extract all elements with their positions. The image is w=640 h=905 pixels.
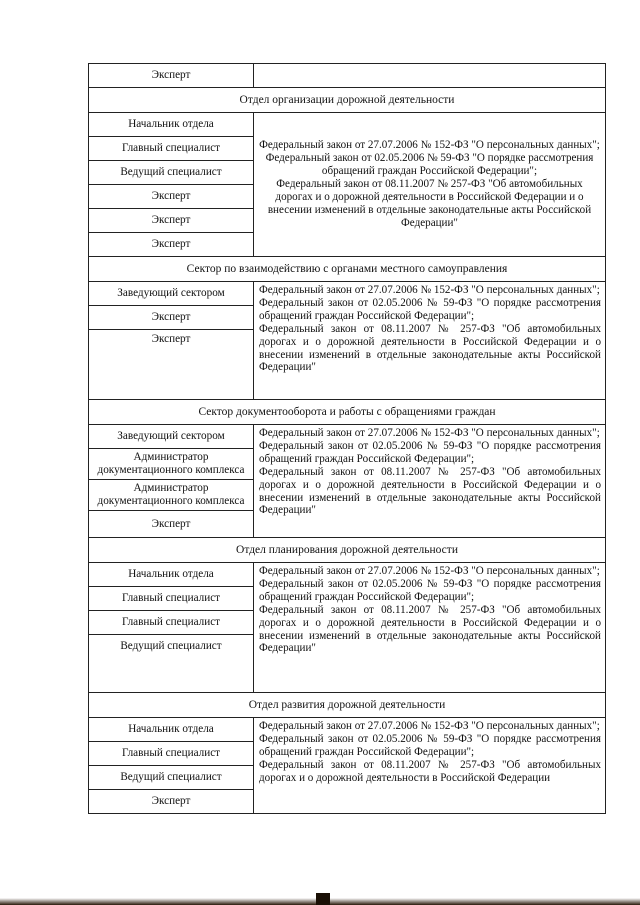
section-title: Отдел организации дорожной деятельности <box>89 88 606 113</box>
position-cell: Главный специалист <box>89 611 254 635</box>
position-cell: Главный специалист <box>89 587 254 611</box>
law-cell <box>254 282 606 400</box>
table-row <box>89 282 606 306</box>
position-cell: Администратор документационного комплекса <box>89 480 254 511</box>
position-cell: Заведующий сектором <box>89 425 254 449</box>
table-row <box>89 425 606 449</box>
position-cell: Эксперт <box>89 185 254 209</box>
position-cell: Эксперт <box>89 790 254 814</box>
position-cell: Эксперт <box>89 64 254 88</box>
law-cell <box>254 425 606 538</box>
law-text: Федеральный закон от 27.07.2006 № 152-ФЗ "О персональных данных"; <box>259 284 600 296</box>
position-cell: Эксперт <box>89 330 254 400</box>
law-cell <box>254 563 606 693</box>
position-cell: Главный специалист <box>89 137 254 161</box>
position-cell: Администратор документационного комплекса <box>89 449 254 480</box>
position-cell: Эксперт <box>89 233 254 257</box>
law-text: Федеральный закон от 08.11.2007 № 257-ФЗ "Об автомобильных дорогах и о дорожной деятельности в Российской Федерации и о внесении изменений в отдельные законодательные акты Российской Федерации" <box>259 465 601 517</box>
position-cell: Ведущий специалист <box>89 161 254 185</box>
position-cell: Эксперт <box>89 209 254 233</box>
table-row <box>89 64 606 88</box>
section-header-row <box>89 88 606 113</box>
section-header-row <box>89 538 606 563</box>
section-title: Отдел развития дорожной деятельности <box>89 693 606 718</box>
position-cell: Начальник отдела <box>89 113 254 137</box>
law-text: Федеральный закон от 27.07.2006 № 152-ФЗ "О персональных данных"; <box>259 139 600 151</box>
table-row <box>89 563 606 587</box>
position-cell: Ведущий специалист <box>89 766 254 790</box>
scan-edge-mark <box>316 893 330 905</box>
law-text: Федеральный закон от 27.07.2006 № 152-ФЗ "О персональных данных"; <box>259 565 600 577</box>
law-cell-empty <box>254 64 606 88</box>
section-title: Сектор по взаимодействию с органами местного самоуправления <box>89 257 606 282</box>
positions-table <box>88 63 606 814</box>
section-title: Отдел планирования дорожной деятельности <box>89 538 606 563</box>
law-text: Федеральный закон от 02.05.2006 № 59-ФЗ "О порядке рассмотрения обращений граждан Российской Федерации"; <box>259 577 601 603</box>
law-text: Федеральный закон от 02.05.2006 № 59-ФЗ "О порядке рассмотрения обращений граждан Российской Федерации"; <box>259 296 601 322</box>
law-cell <box>254 718 606 814</box>
law-text: Федеральный закон от 02.05.2006 № 59-ФЗ "О порядке рассмотрения обращений граждан Российской Федерации"; <box>259 732 601 758</box>
section-header-row <box>89 693 606 718</box>
position-cell: Заведующий сектором <box>89 282 254 306</box>
law-text: Федеральный закон от 08.11.2007 № 257-ФЗ "Об автомобильных дорогах и о дорожной деятельности в Российской Федерации <box>259 758 601 784</box>
section-header-row <box>89 257 606 282</box>
position-cell: Эксперт <box>89 306 254 330</box>
position-cell: Начальник отдела <box>89 563 254 587</box>
table-row <box>89 718 606 742</box>
law-text: Федеральный закон от 27.07.2006 № 152-ФЗ "О персональных данных"; <box>259 427 600 439</box>
position-cell: Ведущий специалист <box>89 635 254 693</box>
law-text: Федеральный закон от 27.07.2006 № 152-ФЗ "О персональных данных"; <box>259 720 600 732</box>
section-header-row <box>89 400 606 425</box>
law-text: Федеральный закон от 08.11.2007 № 257-ФЗ "Об автомобильных дорогах и о дорожной деятельности в Российской Федерации и о внесении изменений в отдельные законодательные акты Российской Федерации" <box>267 178 592 229</box>
position-cell: Эксперт <box>89 511 254 538</box>
section-title: Сектор документооборота и работы с обращениями граждан <box>89 400 606 425</box>
table-row <box>89 113 606 137</box>
position-cell: Главный специалист <box>89 742 254 766</box>
law-text: Федеральный закон от 08.11.2007 № 257-ФЗ "Об автомобильных дорогах и о дорожной деятельности в Российской Федерации и о внесении изменений в отдельные законодательные акты Российской Федерации" <box>259 322 601 374</box>
law-text: Федеральный закон от 02.05.2006 № 59-ФЗ "О порядке рассмотрения обращений граждан Российской Федерации"; <box>259 439 601 465</box>
law-text: Федеральный закон от 02.05.2006 № 59-ФЗ "О порядке рассмотрения обращений граждан Российской Федерации"; <box>265 152 594 177</box>
law-cell <box>254 113 606 257</box>
position-cell: Начальник отдела <box>89 718 254 742</box>
law-text: Федеральный закон от 08.11.2007 № 257-ФЗ "Об автомобильных дорогах и о дорожной деятельности в Российской Федерации и о внесении изменений в отдельные законодательные акты Российской Федерации" <box>259 603 601 655</box>
